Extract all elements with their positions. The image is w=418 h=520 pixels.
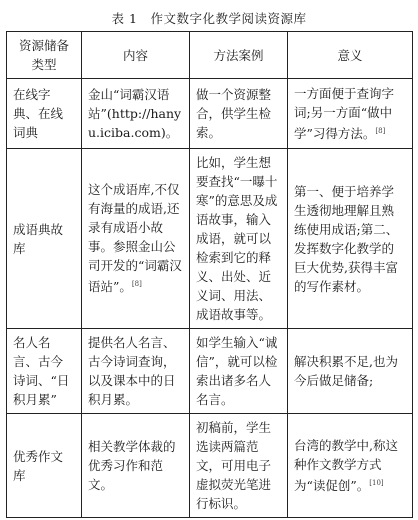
- cell-meaning: 解决积累不足,也为今后做足储备;: [288, 329, 413, 414]
- cell-content: 相关教学体裁的优秀习作和范文。: [82, 414, 190, 518]
- table-row: [7, 414, 413, 518]
- cell-type: 优秀作文库: [7, 414, 82, 518]
- citation-marker: [10]: [369, 478, 384, 487]
- header-method: 方法案例: [190, 32, 288, 79]
- cell-type: 名人名言、古今诗词、“日积月累”: [7, 329, 82, 414]
- table-row: [7, 329, 413, 414]
- cell-content: 金山“词霸汉语站”(http://hanyu.iciba.com)。: [82, 79, 190, 149]
- cell-meaning: 第一、便于培养学生透彻地理解且熟练使用成语;第二、发挥数字化教学的巨大优势,获得丰富的写作素材。: [288, 149, 413, 329]
- cell-content: 提供名人名言、古今诗词查询，以及课本中的日积月累。: [82, 329, 190, 414]
- cell-meaning: [288, 79, 413, 149]
- cell-type: 在线字典、在线词典: [7, 79, 82, 149]
- header-type: 资源储备类型: [7, 32, 82, 79]
- cell-type: 成语典故库: [7, 149, 82, 329]
- cell-content-text: 这个成语库,不仅有海量的成语,还录有成语小故事。参照金山公司开发的“词霸汉语站”。: [88, 182, 182, 295]
- cell-method: 比如，学生想要查找“一曝十寒”的意思及成语故事，输入成语，就可以检索到它的释义、出处、近义词、用法、成语故事等。: [190, 149, 288, 329]
- table-row: [7, 149, 413, 329]
- table-row: [7, 79, 413, 149]
- cell-meaning: [288, 414, 413, 518]
- citation-marker: [8]: [375, 126, 386, 135]
- cell-meaning-text: 台湾的教学中,称这种作文教学方式为“读促创”。: [294, 437, 398, 494]
- cell-meaning-text: 一方面便于查询字词;另一方面“做中学”习得方法。: [294, 85, 395, 142]
- table-caption: 表 1 作文数字化教学阅读资源库: [111, 11, 307, 26]
- resource-table: [6, 31, 413, 518]
- citation-marker: [8]: [131, 280, 142, 289]
- header-meaning: 意义: [288, 32, 413, 79]
- cell-method: 做一个资源整合，供学生检索。: [190, 79, 288, 149]
- cell-content: [82, 149, 190, 329]
- table-header-row: [7, 32, 413, 79]
- cell-method: 如学生输入“诚信”，就可以检索出诸多名人名言。: [190, 329, 288, 414]
- cell-method: 初稿前，学生选读两篇范文，可用电子虚拟荧光笔进行标识。: [190, 414, 288, 518]
- header-content: 内容: [82, 32, 190, 79]
